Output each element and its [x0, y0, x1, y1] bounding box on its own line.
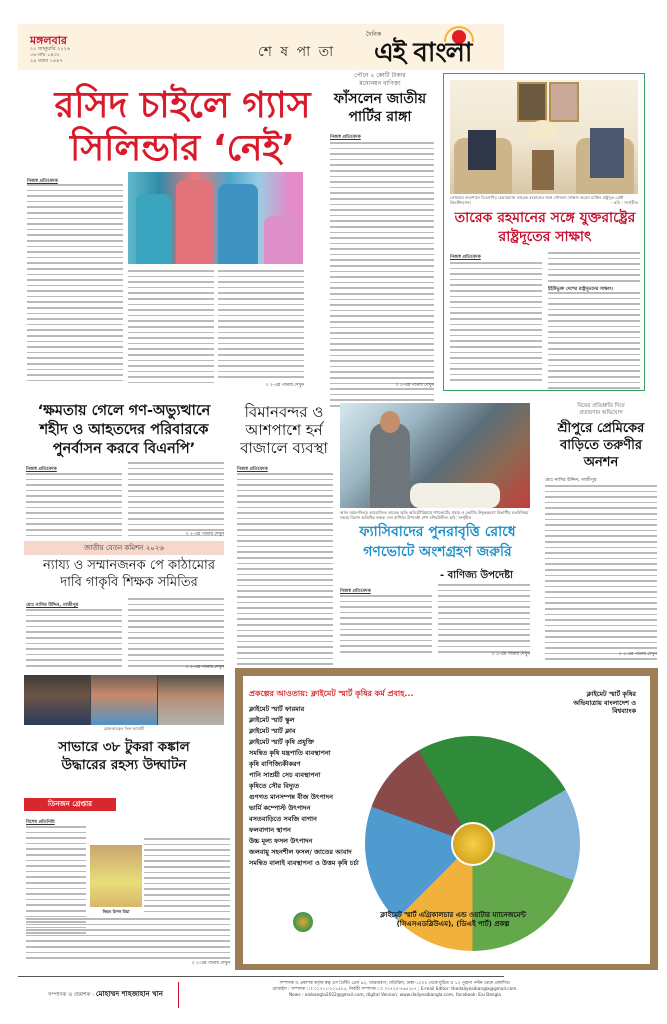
pay-commission-banner: জাতীয় বেতন কমিশন ২০২৬: [24, 541, 224, 555]
ad-activity-list: [249, 704, 359, 869]
fascism-headline-line2: গণভোটে অংশগ্রহণ জরুরি: [363, 544, 512, 560]
ad-title: প্রকল্পের আওতায়: ক্লাইমেট স্মার্ট কৃষির কর্ম প্রবাহ...: [249, 689, 414, 698]
ad-item: কৃষিতে সৌর বিদ্যুত: [249, 782, 300, 790]
savar-body-col2: [144, 838, 230, 916]
tarique-body-col1: [450, 262, 542, 385]
bnp-headline-line3: পুনর্বাসন করবে বিএনপি’: [52, 441, 196, 457]
ad-footer-line2: (সিএসএডব্লিউএম), (ডিএই পার্ট) প্রকল্প: [396, 920, 510, 928]
speaker-photo: [340, 403, 530, 508]
meeting-caption: [450, 195, 638, 205]
ad-item: ফলবাগান স্থাপন: [249, 826, 291, 834]
fascism-headline-line1: ফ্যাসিবাদের পুনরাবৃত্তি রোধে: [359, 524, 516, 540]
weekday: মঙ্গলবার: [30, 34, 67, 47]
airport-headline[interactable]: [236, 403, 332, 457]
pay-headline[interactable]: [24, 557, 234, 591]
airport-headline-line2: আশপাশে হর্ন: [245, 421, 323, 439]
lead-body-col1: [27, 184, 123, 385]
savar-headline[interactable]: [24, 738, 224, 774]
savar-continued[interactable]: ০ ২-এর পাতায় দেখুন: [191, 961, 230, 966]
bnp-continued[interactable]: ০ ২-এর পাতায় দেখুন: [185, 532, 224, 537]
sripur-continued[interactable]: ০ ২-এর পাতায় দেখুন: [618, 652, 657, 657]
victim-caption: নিহত রিপন মিয়া: [102, 909, 130, 914]
jp-kicker-line2: মনোনয়ন বাণিজ্য: [359, 80, 401, 87]
sripur-kicker: [545, 403, 657, 417]
ad-footer-line1: ক্লাইমেট স্মার্ট এগ্রিকালচার এন্ড ওয়াটার ম্যানেজমেন্ট: [380, 911, 526, 919]
ad-item: পানি সাশ্রয়ী সেচ ব্যবস্থাপনা: [249, 771, 321, 779]
sripur-headline-line3: অনশন: [583, 455, 619, 470]
victim-photo: [90, 845, 142, 907]
ad-item: গুণগত মানসম্পন্ন বীজ উৎপাদন: [249, 793, 333, 801]
sripur-kicker-line1: বিয়ের প্রতিশ্রুতি দিয়ে: [577, 403, 625, 409]
airport-headline-line3: বাজালে ব্যবস্থা: [240, 439, 328, 457]
savar-body-wide: [26, 918, 230, 963]
ad-item: ক্লাইমেট স্মার্ট কৃষি প্রযুক্তি: [249, 738, 314, 746]
bnp-body-col1: [26, 473, 122, 540]
ad-item: ক্লাইমেট স্মার্ট ক্লাব: [249, 727, 296, 735]
tarique-headline-line2: রাষ্ট্রদূতের সাক্ষাৎ: [498, 229, 592, 245]
publisher-info: [185, 981, 605, 998]
pay-body-col2: [128, 598, 224, 671]
sripur-kicker-line2: প্রতারণার অভিযোগ: [579, 410, 623, 416]
bnp-headline[interactable]: [24, 402, 224, 459]
pay-headline-line2: দাবি গাকৃবি শিক্ষক সমিতির: [60, 575, 198, 590]
suspects-caption: গ্রেফতারকৃত তিন আসামী: [103, 726, 145, 731]
editor-name: মোহাম্মদ শাহজাহান খান: [95, 990, 163, 998]
editor-credit: [48, 988, 163, 1000]
ad-item: সমন্বিত কৃষি যন্ত্রপাতি ব্যবস্থাপনা: [249, 749, 331, 757]
sripur-headline[interactable]: [545, 420, 657, 471]
issue-dates: [30, 46, 70, 64]
lead-continued[interactable]: ০ ২-এর পাতায় দেখুন: [265, 383, 304, 388]
tarique-subhead: ইইউভুক্ত দেশের রাষ্ট্রদূতদের সাক্ষাৎ।: [548, 287, 614, 292]
tarique-feature: [443, 73, 645, 391]
publisher-online: News : eaibangla2022@gmail.com, digital Version: www.dailyeaibangla.com, facebook: Eai Bangla: [288, 992, 502, 998]
jp-continued[interactable]: ০ ২-এর পাতায় দেখুন: [395, 383, 434, 388]
bnp-headline-line1: ‘ক্ষমতায় গেলে গণ-অভ্যুত্থানে: [37, 403, 211, 419]
lead-body-col3: [218, 270, 304, 382]
footer-divider: [178, 982, 179, 1008]
sripur-body: [545, 485, 657, 664]
newspaper-logo: এই বাংলা: [374, 38, 472, 68]
fascism-attribution: - বাণিজ্য উপদেষ্টা: [440, 570, 514, 581]
pay-byline: মোঃ নাসির উদ্দিন, গাজীপুর: [26, 603, 79, 608]
bnp-byline: নিজস্ব প্রতিবেদক: [26, 467, 57, 472]
sripur-byline: মোঃ নাসির উদ্দিন, গাজীপুর: [545, 478, 597, 483]
fascism-body-col1: [340, 595, 432, 657]
pay-body-col1: [26, 609, 122, 671]
speaker-caption: আজ ময়মনসিংহে আয়োজিত তারেক স্মৃতি অডিটোরিয়ামে গণভোটের প্রচার ও ভোটার উদ্বুদ্ধকরণে বিভাগীয় মতবিনিময় সভায় বিশেষ অতিথির বক্তব্য দেন বাণিজ্য উপদেষ্টা শেখ বশিরউদ্দীন। ছবি: সংগৃহীত: [340, 510, 529, 520]
publisher-contacts: মোবাইল : সম্পাদক ঃ ০১৭১১-১২১৫৮৫, নির্বাহী সম্পাদক ঃ ০১৭২০-৭৬৫১৮৭ ; E-mail Editor: thedailyeaibangla@gmail.com.: [272, 986, 518, 992]
date-hijri: ২৯ রজব ১৪৪৭: [30, 58, 63, 64]
ad-side-text: ক্লাইমেট স্মার্ট কৃষির অভিযাত্রায় বাংলাদেশ ও বিশ্বব্যাংক: [573, 690, 636, 715]
tarique-headline-line1: তারেক রহমানের সঙ্গে যুক্তরাষ্ট্রের: [454, 210, 636, 226]
jp-byline: নিজস্ব প্রতিবেদক: [330, 135, 361, 140]
ad-item: উচ্চ মূল্য ফসল উৎপাদন: [249, 837, 313, 845]
ad-panel: [243, 676, 650, 964]
editor-label: সম্পাদক ও প্রকাশক :: [48, 992, 95, 998]
lead-byline: নিজস্ব প্রতিবেদক: [27, 179, 58, 184]
bnp-headline-line2: শহীদ ও আহতদের পরিবারকে: [39, 422, 209, 438]
ad-item: ক্লাইমেট স্মার্ট ফারমার: [249, 705, 305, 713]
gas-cylinders-photo: [128, 172, 303, 264]
ad-item: সমন্বিত বালাই ব্যবস্থাপনা ও উত্তম কৃষি চর্চা: [249, 859, 359, 867]
arrest-tag: তিনজন গ্রেপ্তার: [24, 798, 116, 811]
photo-credit: - ছবি : সংগৃহীত: [611, 200, 638, 206]
sripur-headline-line2: বাড়িতে তরুণীর: [560, 438, 642, 453]
jp-kicker-line1: পৌনে ২ কোটি টাকার: [354, 72, 406, 79]
pay-headline-line1: ন্যায্য ও সম্মানজনক পে কাঠামোর: [43, 558, 215, 573]
ad-item: জলবায়ু সহনশীল ফসল/ জাতের আবাদ: [249, 848, 352, 856]
jp-body: [330, 142, 434, 411]
lead-headline[interactable]: [40, 84, 325, 170]
suspects-photo: [24, 675, 224, 725]
caption-text: সোমবার গুলশানে বিএনপির চেয়ারম্যান তারেক রহমানের সঙ্গে সৌজন্য সাক্ষাৎ করেন মার্কিন রাষ্ট্রদূত ব্রেন্ট ক্রিস্টেনসেন।: [450, 195, 624, 206]
fascism-headline[interactable]: [340, 522, 535, 562]
lead-headline-line2: সিলিন্ডার ‘নেই’: [70, 128, 295, 169]
ad-item: ক্লাইমেট স্মার্ট স্কুল: [249, 716, 295, 724]
date-bengali: ০৬ মাঘ ১৪৩২: [30, 52, 60, 58]
tarique-body-col2: [548, 252, 640, 286]
logo-prefix: দৈনিক: [366, 31, 382, 38]
golden-grain-icon: [451, 822, 495, 866]
airport-byline: নিজস্ব প্রতিবেদক: [237, 467, 268, 472]
airport-headline-line1: বিমানবন্দর ও: [244, 403, 324, 421]
fascism-body-col2: [438, 584, 530, 657]
publisher-address: সম্পাদক ও প্রকাশক কর্তৃক স্বত্ব এস প্রিন্টিং প্রেস ৯২, আরামবাগ, মতিঝিল, ঢাকা-১০০০ থেকে মুদ্রিত ও ১২ পুরানা পল্টন থেকে প্রকাশিত।: [279, 981, 511, 986]
jp-headline-line1: ফাঁসলেন জাতীয়: [333, 91, 427, 107]
fascism-byline: নিজস্ব প্রতিবেদক: [340, 589, 371, 594]
lead-body-col2: [128, 270, 214, 387]
bnp-body-col2: [128, 462, 224, 540]
climate-smart-ad[interactable]: [235, 668, 658, 970]
fascism-continued[interactable]: ০ ২-এর পাতায় দেখুন: [491, 652, 530, 657]
savar-byline: বিশেষ প্রতিনিধি: [26, 820, 55, 825]
tarique-body-col2b: [548, 292, 640, 393]
savar-headline-line2: উদ্ধারের রহস্য উদ্ঘাটন: [61, 757, 187, 773]
sripur-headline-line1: শ্রীপুরে প্রেমিকের: [557, 421, 645, 436]
ad-item: কৃষি বাণিজ্যিকীকরণ: [249, 760, 301, 768]
masthead: [18, 24, 504, 70]
jp-headline-line2: পার্টির রাঙ্গা: [348, 109, 412, 125]
lead-headline-line1: রসিদ চাইলে গ্যাস: [54, 85, 311, 126]
tarique-headline[interactable]: [448, 209, 642, 247]
ad-footer: [323, 911, 583, 929]
tarique-byline: নিজস্ব প্রতিবেদক: [450, 255, 481, 260]
ad-item: বসতবাড়িতে সবজি বাগান: [249, 815, 317, 823]
meeting-photo: [450, 80, 638, 194]
jp-kicker: [330, 72, 430, 88]
ad-item: ভার্মি কম্পোস্ট উৎপাদন: [249, 804, 311, 812]
section-title: শে ষ পা তা: [258, 44, 336, 60]
project-logo-icon: [293, 912, 313, 932]
savar-headline-line1: সাভারে ৩৮ টুকরা কঙ্কাল: [58, 739, 190, 755]
footer-rule: [18, 976, 504, 977]
pay-continued[interactable]: ০ ২-এর পাতায় দেখুন: [185, 665, 224, 670]
jp-headline[interactable]: [325, 90, 435, 126]
date-gregorian: ২০ জানুয়ারি ২০২৬: [30, 46, 71, 52]
